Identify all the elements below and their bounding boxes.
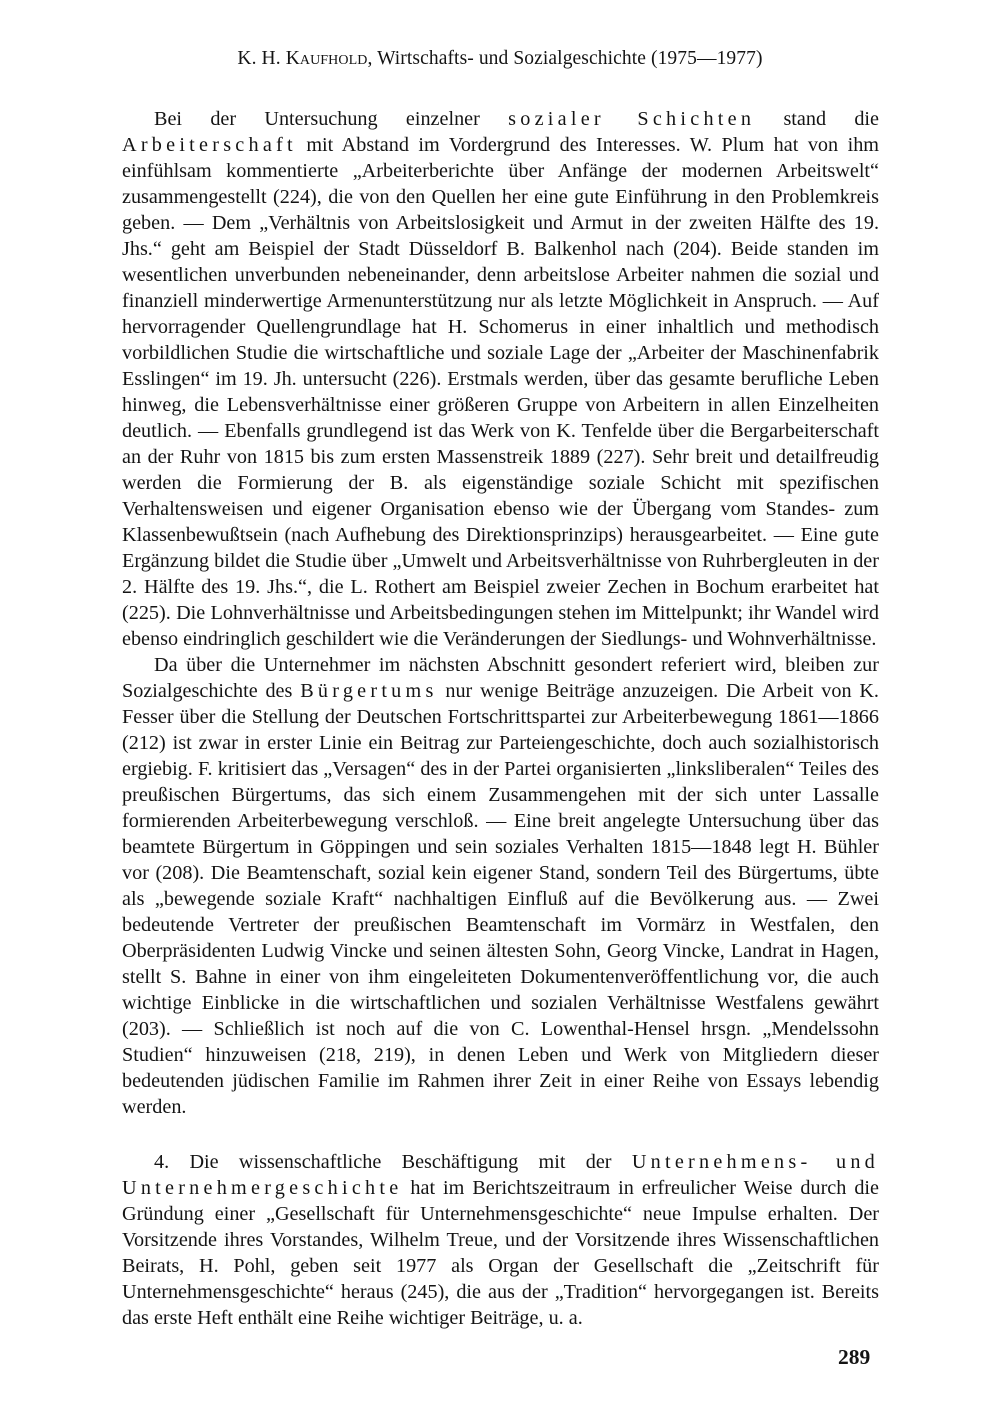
header-author-surname: Kaufhold [285, 48, 368, 69]
paragraph-buergertum [122, 652, 879, 1120]
text-run: 4. Die wissenschaftliche Beschäftigung mit der [154, 1151, 632, 1173]
paragraph-workers [122, 106, 879, 652]
header-title: , Wirtschafts- und Sozialgeschichte (1975—1977) [367, 48, 763, 69]
body-text [122, 106, 879, 1331]
text-run: nur wenige Beiträge anzuzeigen. Die Arbeit von K. Fesser über die Stellung der Deutschen Fortschrittspartei zur Arbeiterbewegung 1861—1866 (212) ist zwar in erster Linie ein Beitrag zur Parteiengeschichte, doch auch sozialhistorisch ergiebig. F. kritisiert das „Versagen“ des in der Partei organisierten „linksliberalen“ Teiles des preußischen Bürgertums, das sich einem Zusammengehen mit der sich unter Lassalle formierenden Arbeiterbewegung verschloß. — Eine breit angelegte Untersuchung über das beamtete Bürgertum in Göppingen und sein soziales Verhalten 1815—1848 legt H. Bühler vor (208). Die Beamtenschaft, sozial kein eigener Stand, sondern Teil des Bürgertums, übte als „bewegende soziale Kraft“ nachhaltigen Einfluß auf die Bevölkerung aus. — Zwei bedeutende Vertreter der preußischen Beamtenschaft im Vormärz in Westfalen, den Oberpräsidenten Ludwig Vincke und seinen ältesten Sohn, Georg Vincke, Landrat in Hagen, stellt S. Bahne in einer von ihm eingeleiteten Dokumentenveröffentlichung vor, die auch wichtige Einblicke in die wirtschaftlichen und sozialen Verhältnisse Westfalens gewährt (203). — Schließlich ist noch auf die von C. Lowenthal-Hensel hrsgn. „Mendelssohn Studien“ hinzuweisen (218, 219), in denen Leben und Werk von Mitgliedern dieser bedeutenden jüdischen Familie im Rahmen ihrer Zeit in einer Reihe von Essays lebendig werden. [122, 680, 879, 1118]
paragraph-section-4 [122, 1149, 879, 1331]
text-run: Da über die Unternehmer im nächsten Abschnitt gesondert referiert wird, bleiben zur Sozialgeschichte des [122, 654, 879, 702]
running-header [0, 46, 1000, 72]
text-run: hat im Berichtszeitraum in erfreulicher Weise durch die Gründung einer „Gesellschaft für Unternehmensgeschichte“ neue Impulse erhalten. Der Vorsitzende ihres Vorstandes, Wilhelm Treue, und der Vorsitzende ihres Wissenschaftlichen Beirats, H. Pohl, geben seit 1977 als Organ der Gesellschaft die „Zeitschrift für Unternehmensgeschichte“ heraus (245), die aus der „Tradition“ hervorgegangen ist. Bereits das erste Heft enthält eine Reihe wichtiger Beiträge, u. a. [122, 1177, 879, 1329]
text-run: Bei der Untersuchung einzelner [154, 108, 509, 130]
text-run: stand die [755, 108, 880, 130]
page-number: 289 [838, 1345, 871, 1369]
header-author-initials: K. H. [237, 48, 286, 69]
emphasized-term: Unternehmens- und Unternehmergeschichte [122, 1151, 879, 1199]
emphasized-term: Arbeiterschaft [122, 134, 297, 156]
emphasized-term: sozialer Schichten [508, 108, 756, 130]
text-run: mit Abstand im Vordergrund des Interesses. W. Plum hat von ihm einfühlsam kommentierte „Arbeiterberichte über Anfänge der modernen Arbeitswelt“ zusammengestellt (224), die von den Quellen her eine gute Einführung in den Problemkreis geben. — Dem „Verhältnis von Arbeitslosigkeit und Armut in der zweiten Hälfte des 19. Jhs.“ geht am Beispiel der Stadt Düsseldorf B. Balkenhol nach (204). Beide standen im wesentlichen unverbunden nebeneinander, denn arbeitslose Arbeiter nahmen die sozial und finanziell minderwertige Armenunterstützung nur als letzte Möglichkeit in Anspruch. — Auf hervorragender Quellengrundlage hat H. Schomerus in einer inhaltlich und methodisch vorbildlichen Studie die wirtschaftliche und soziale Lage der „Arbeiter der Maschinenfabrik Esslingen“ im 19. Jh. untersucht (226). Erstmals werden, über das gesamte berufliche Leben hinweg, die Lebensverhältnisse einer größeren Gruppe von Arbeitern in allen Einzelheiten deutlich. — Ebenfalls grundlegend ist das Werk von K. Tenfelde über die Bergarbeiterschaft an der Ruhr von 1815 bis zum ersten Massenstreik 1889 (227). Sehr breit und detailfreudig werden die Formierung der B. als eigenständige soziale Schicht mit spezifischen Verhaltensweisen und eigener Organisation ebenso wie der Übergang vom Standes- zum Klassenbewußtsein (nach Aufhebung des Direktionsprinzips) herausgearbeitet. — Eine gute Ergänzung bildet die Studie über „Umwelt und Arbeitsverhältnisse von Ruhrbergleuten in der 2. Hälfte des 19. Jhs.“, die L. Rothert am Beispiel zweier Zechen in Bochum erarbeitet hat (225). Die Lohnverhältnisse und Arbeitsbedingungen stehen im Mittelpunkt; ihr Wandel wird ebenso eindringlich geschildert wie die Veränderungen der Siedlungs- und Wohnverhältnisse. [122, 134, 879, 650]
emphasized-term: Bürgertums [300, 680, 438, 702]
